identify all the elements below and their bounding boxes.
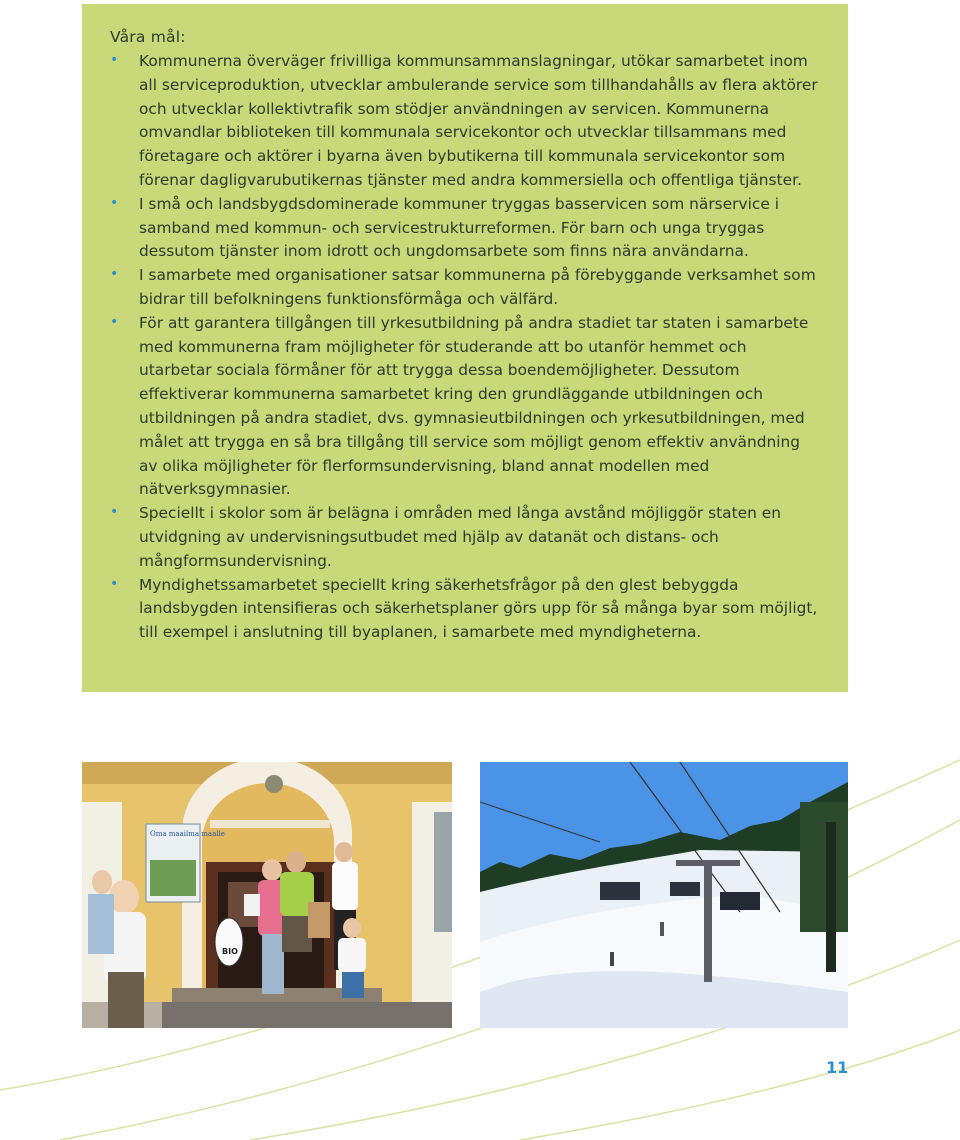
goal-text: I små och landsbygdsdominerade kommuner tryggas basservicen som närservice i samband med kommun- och servicestrukturreformen. För barn och unga tryggas dessutom tjänster inom idrott och ungdomsarbete som finns nära användarna. (139, 194, 779, 261)
bio-sign: BIO (222, 947, 238, 956)
goals-list (110, 50, 820, 645)
bullet-icon: • (110, 266, 119, 283)
goal-text: Speciellt i skolor som är belägna i områden med långa avstånd möjliggör staten en utvidgning av undervisningsutbudet med hjälp av datanät och distans- och mångformsundervisning. (139, 504, 781, 570)
ski-resort-photo (480, 762, 848, 1028)
goal-text: Myndighetssamarbetet speciellt kring säkerhetsfrågor på den glest bebyggda landsbygden intensifieras och säkerhetsplaner görs upp för så många byar som möjligt, till exempel i anslutning till byaplanen, i samarbete med myndigheterna. (139, 575, 818, 642)
village-service-photo (82, 762, 452, 1028)
poster-text: Oma maailma maalle (150, 830, 225, 838)
bullet-icon: • (110, 575, 119, 592)
bullet-icon: • (110, 194, 119, 211)
goal-item (110, 193, 820, 264)
bullet-icon: • (110, 504, 119, 521)
goal-item (110, 50, 820, 193)
goal-item (110, 264, 820, 312)
goal-item (110, 574, 820, 645)
goals-heading: Våra mål: (110, 28, 186, 46)
goal-item (110, 312, 820, 502)
page-number: 11 (826, 1058, 849, 1077)
bullet-icon: • (110, 313, 119, 330)
bullet-icon: • (110, 52, 119, 68)
goal-item (110, 502, 820, 573)
goal-text: I samarbete med organisationer satsar kommunerna på förebyggande verksamhet som bidrar till befolkningens funktionsförmåga och välfärd. (139, 266, 816, 308)
goal-text: För att garantera tillgången till yrkesutbildning på andra stadiet tar staten i samarbete med kommunerna fram möjligheter för studerande att bo utanför hemmet och utarbetar sociala förmåner för att trygga dessa boendemöjligheter. Dessutom effektiverar kommunerna samarbetet kring den grundläggande utbildningen och utbildningen på andra stadiet, dvs. gymnasieutbildningen och yrkesutbildningen, med målet att trygga en så bra tillgång till service som möjligt genom effektiv användning av olika möjligheter för flerformsundervisning, bland annat modellen med nätverksgymnasier. (139, 313, 809, 499)
goal-text: Kommunerna överväger frivilliga kommunsammanslagningar, utökar samarbetet inom all serviceproduktion, utvecklar ambulerande service som tillhandahålls av flera aktörer och utvecklar kollektivtrafik som stödjer användningen av servicen. Kommunerna omvandlar biblioteken till kommunala servicekontor och utvecklar tillsammans med företagare och aktörer i byarna även bybutikerna till kommunala servicekontor som förenar dagligvarubutikernas tjänster med andra kommersiella och offentliga tjänster. (139, 52, 818, 189)
